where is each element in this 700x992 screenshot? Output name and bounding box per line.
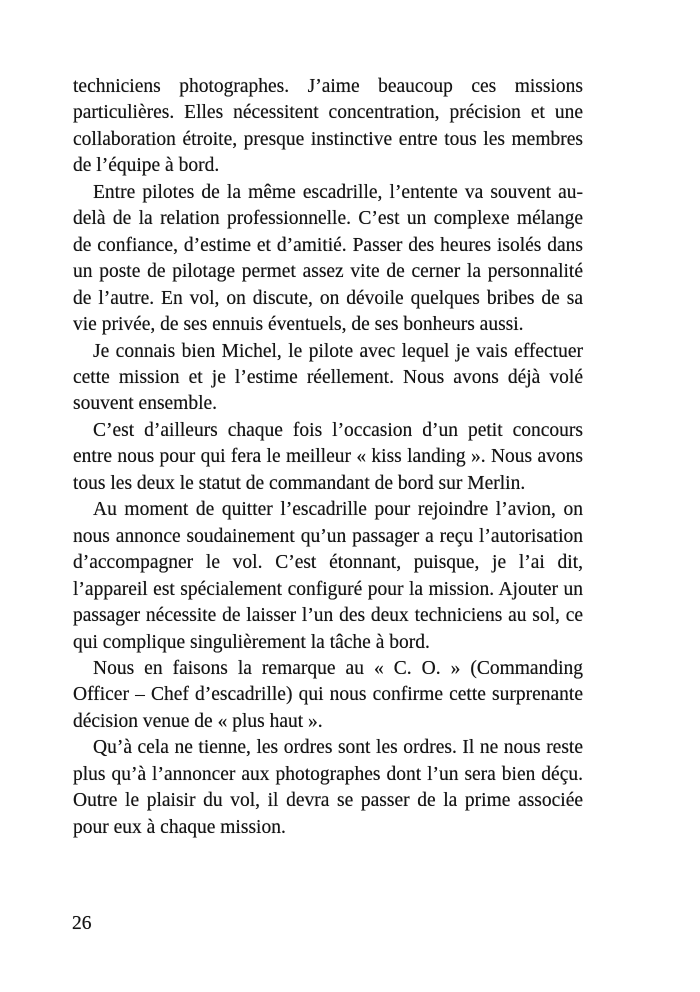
text-line: Officer – Chef d’escadrille) qui nous confirme cette surprenante bbox=[73, 684, 583, 706]
text-line: Nous en faisons la remarque au « C. O. » (Commanding bbox=[93, 657, 583, 679]
text-line: cette mission et je l’estime réellement. Nous avons déjà volé bbox=[73, 366, 583, 388]
paragraph bbox=[73, 339, 583, 418]
body-text bbox=[73, 74, 583, 841]
paragraph bbox=[73, 735, 583, 841]
text-line: d’accompagner le vol. C’est étonnant, puisque, je l’ai dit, bbox=[73, 552, 583, 574]
text-line: l’appareil est spécialement configuré pour la mission. Ajouter un bbox=[73, 578, 583, 600]
text-line: Au moment de quitter l’escadrille pour rejoindre l’avion, on bbox=[93, 499, 583, 521]
text-line: Je connais bien Michel, le pilote avec lequel je vais effectuer bbox=[93, 340, 583, 362]
text-line: décision venue de « plus haut ». bbox=[73, 710, 323, 732]
text-line: plus qu’à l’annoncer aux photographes dont l’un sera bien déçu. bbox=[73, 763, 583, 785]
text-line: de l’autre. En vol, on discute, on dévoile quelques bribes de sa bbox=[73, 287, 583, 309]
text-line: pour eux à chaque mission. bbox=[73, 816, 286, 838]
text-line: vie privée, de ses ennuis éventuels, de ses bonheurs aussi. bbox=[73, 314, 524, 336]
text-line: techniciens photographes. J’aime beaucoup ces missions bbox=[73, 76, 583, 97]
paragraph bbox=[73, 656, 583, 735]
paragraph bbox=[73, 180, 583, 339]
paragraph bbox=[73, 497, 583, 656]
text-line: de l’équipe à bord. bbox=[73, 155, 220, 177]
text-line: Outre le plaisir du vol, il devra se passer de la prime associée bbox=[73, 790, 583, 812]
text-line: souvent ensemble. bbox=[73, 393, 218, 415]
page-number: 26 bbox=[72, 913, 92, 934]
text-line: Entre pilotes de la même escadrille, l’entente va souvent au- bbox=[93, 181, 583, 203]
text-line: qui complique singulièrement la tâche à bord. bbox=[73, 631, 430, 653]
text-line: delà de la relation professionnelle. C’est un complexe mélange bbox=[73, 208, 583, 230]
text-line: Qu’à cela ne tienne, les ordres sont les ordres. Il ne nous reste bbox=[93, 737, 583, 759]
text-line: un poste de pilotage permet assez vite de cerner la personnalité bbox=[73, 261, 583, 283]
text-line: nous annonce soudainement qu’un passager a reçu l’autorisation bbox=[73, 525, 583, 547]
text-line: tous les deux le statut de commandant de bord sur Merlin. bbox=[73, 472, 526, 494]
text-line: particulières. Elles nécessitent concentration, précision et une bbox=[73, 102, 583, 124]
paragraph bbox=[73, 74, 583, 180]
text-line: entre nous pour qui fera le meilleur « kiss landing ». Nous avons bbox=[73, 446, 583, 468]
text-line: collaboration étroite, presque instinctive entre tous les membres bbox=[73, 128, 583, 150]
text-line: C’est d’ailleurs chaque fois l’occasion d’un petit concours bbox=[93, 419, 583, 441]
text-line: de confiance, d’estime et d’amitié. Passer des heures isolés dans bbox=[73, 234, 583, 256]
text-line: passager nécessite de laisser l’un des deux techniciens au sol, ce bbox=[73, 605, 583, 627]
paragraph bbox=[73, 418, 583, 497]
